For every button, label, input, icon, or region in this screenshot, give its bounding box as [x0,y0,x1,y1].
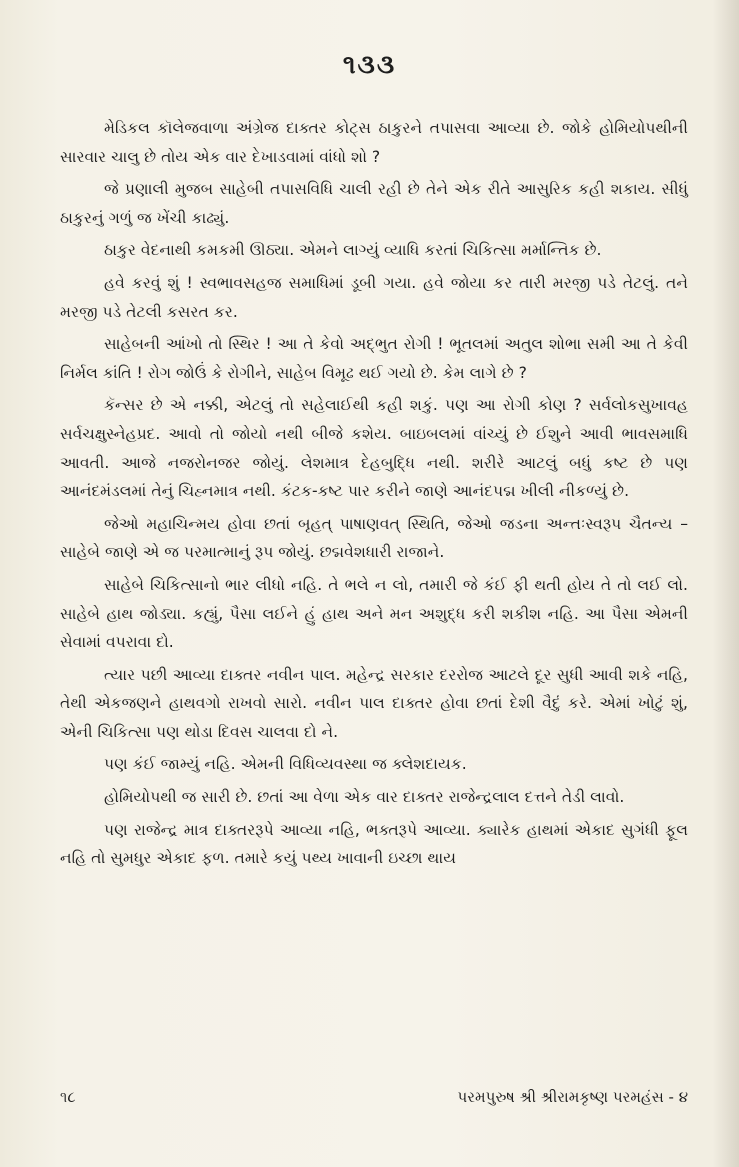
footer-running-title: પરમપુરુષ શ્રી શ્રીરામકૃષ્ણ પરમહંસ - ૪ [457,1088,688,1106]
page-footer [60,1088,688,1106]
paragraph: ત્યાર પછી આવ્યા દાક્તર નવીન પાલ. મહેન્દ્ર સરકાર દરરોજ આટલે દૂર સુધી આવી શકે નહિ, તેથી એકજણને હાથવગો રાખવો સારો. નવીન પાલ દાક્તર હોવા છતાં દેશી વૈદું કરે. એમાં ખોટું શું, એની ચિકિત્સા પણ થોડા દિવસ ચાલવા દો ને. [60,665,688,741]
paragraph: ઠાકુર વેદનાથી કમકમી ઊઠ્યા. એમને લાગ્યું વ્યાધિ કરતાં ચિકિત્સા મર્માન્તિક છે. [104,241,602,260]
paragraph: જેઓ મહાચિન્મય હોવા છતાં બૃહત્ પાષાણવત્ સ્થિતિ, જેઓ જડના અન્તઃસ્વરૂપ ચૈતન્ય – સાહેબે જાણે એ જ પરમાત્માનું રૂપ જોયું. છદ્મવેશધારી રાજાને. [60,514,688,562]
body-text [60,114,688,877]
paragraph: કૅન્સર છે એ નક્કી, એટલું તો સહેલાઈથી કહી શકું. પણ આ રોગી કોણ ? સર્વલોકસુખાવહ સર્વચક્ષુસ્નેહપ્રદ. આવો તો જોયો નથી બીજે કશેય. બાઇબલમાં વાંચ્યું છે ઈશુને આવી ભાવસમાધિ આવતી. આજે નજરોનજર જોયું. લેશમાત્ર દેહબુદ્ધિ નથી. શરીરે આટલું બધું કષ્ટ છે પણ આનંદમંડલમાં તેનું ચિહ્નમાત્ર નથી. કંટક-કષ્ટ પાર કરીને જાણે આનંદપદ્મ ખીલી નીકળ્યું છે. [60,396,688,501]
paragraph: હોમિયોપથી જ સારી છે. છતાં આ વેળા એક વાર દાક્તર રાજેન્દ્રલાલ દત્તને તેડી લાવો. [104,788,625,807]
paragraph: મેડિકલ કૉલેજવાળા અંગ્રેજ દાક્તર કોટ્સ ઠાકુરને તપાસવા આવ્યા છે. જોકે હોમિયોપથીની સારવાર ચાલુ છે તોય એક વાર દેખાડવામાં વાંધો શો ? [60,119,689,166]
paragraph: હવે કરવું શું ! સ્વભાવસહજ સમાધિમાં ડૂબી ગયા. હવે જોયા કર તારી મરજી પડે તેટલું. તને મરજી પડે તેટલી કસરત કર. [60,273,688,321]
footer-folio: ૧૮ [60,1088,76,1106]
paragraph: પણ રાજેન્દ્ર માત્ર દાક્તરરૂપે આવ્યા નહિ, ભક્તરૂપે આવ્યા. ક્યારેક હાથમાં એકાદ સુગંધી ફૂલ નહિ તો સુમધુર એકાદ ફળ. તમારે કયું પથ્ય ખાવાની ઇચ્છા થાય [60,820,688,868]
paragraph: સાહેબની આંખો તો સ્થિર ! આ તે કેવો અદ્ભુત રોગી ! ભૂતલમાં અતુલ શોભા સમી આ તે કેવી નિર્મલ કાંતિ ! રોગ જોઉં કે રોગીને, સાહેબ વિમૂઢ થઈ ગયો છે. કેમ લાગે છે ? [60,335,688,382]
paragraph: પણ કંઈ જામ્યું નહિ. એમની વિધિવ્યવસ્થા જ ક્લેશદાયક. [104,755,467,774]
paragraph: સાહેબે ચિકિત્સાનો ભાર લીધો નહિ. તે ભલે ન લો, તમારી જે કંઈ ફી થતી હોય તે તો લઈ લો. સાહેબે હાથ જોડ્યા. કહ્યું, પૈસા લઈને હું હાથ અને મન અશુદ્ધ કરી શકીશ નહિ. આ પૈસા એમની સેવામાં વપરાવા દો. [60,575,688,652]
page-number: ૧૩૩ [342,50,397,80]
page-spine-shadow [713,0,739,1167]
paragraph: જે પ્રણાલી મુજબ સાહેબી તપાસવિધિ ચાલી રહી છે તેને એક રીતે આસુરિક કહી શકાય. સીધું ઠાકુરનું ગળું જ ખેંચી કાઢ્યું. [60,180,688,227]
